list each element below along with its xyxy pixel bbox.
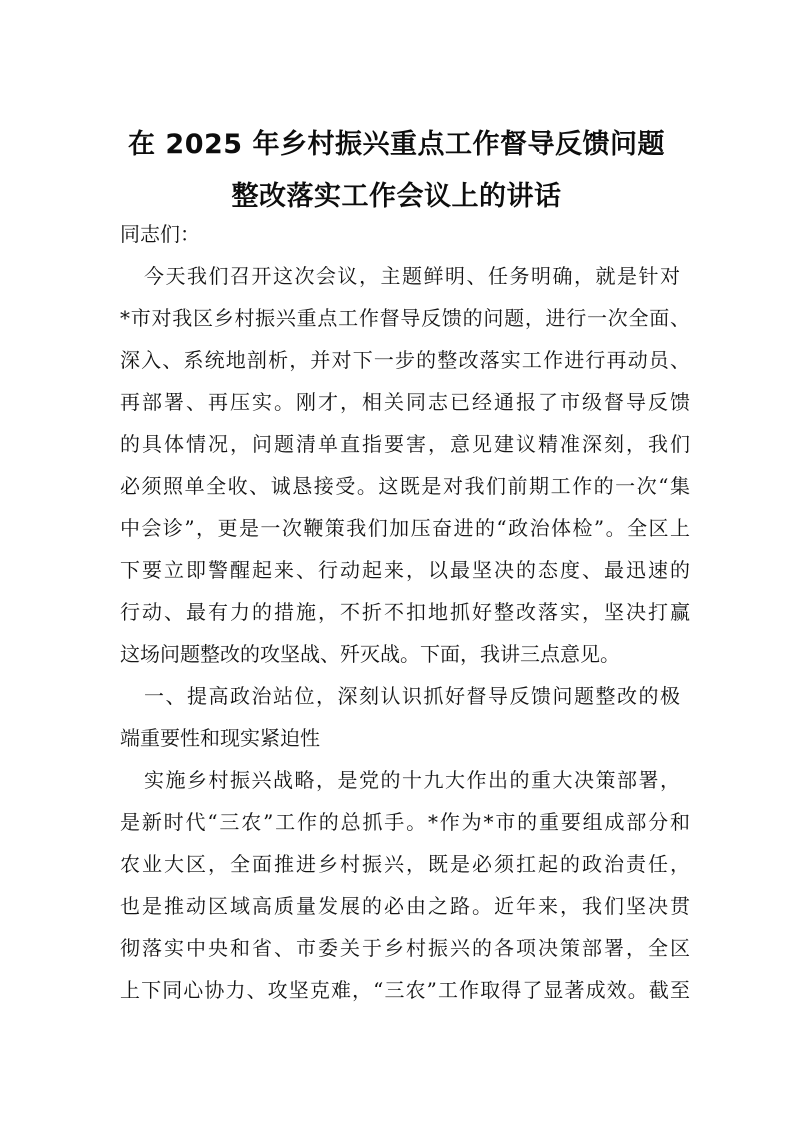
paragraph-line: 彻落实中央和省、市委关于乡村振兴的各项决策部署，全区	[120, 936, 690, 960]
paragraph-line: 上下同心协力、攻坚克难，“三农”工作取得了显著成效。截至	[120, 978, 690, 1002]
paragraph-line: 实施乡村振兴战略，是党的十九大作出的重大决策部署，	[144, 768, 680, 792]
paragraph-line: 深入、系统地剖析，并对下一步的整改落实工作进行再动员、	[120, 348, 690, 372]
salutation: 同志们：	[120, 222, 200, 246]
paragraph-line: 行动、最有力的措施，不折不扣地抓好整改落实，坚决打赢	[120, 600, 690, 624]
paragraph-line: 必须照单全收、诚恳接受。这既是对我们前期工作的一次“集	[120, 474, 690, 498]
paragraph-line: 下要立即警醒起来、行动起来，以最坚决的态度、最迅速的	[120, 558, 690, 582]
paragraph-line: 这场问题整改的攻坚战、歼灭战。下面，我讲三点意见。	[120, 642, 620, 666]
paragraph-line: *市对我区乡村振兴重点工作督导反馈的问题，进行一次全面、	[120, 306, 690, 330]
paragraph-line: 农业大区，全面推进乡村振兴，既是必须扛起的政治责任，	[120, 852, 690, 876]
paragraph-line: 中会诊”，更是一次鞭策我们加压奋进的“政治体检”。全区上	[120, 516, 690, 540]
paragraph-line: 今天我们召开这次会议，主题鲜明、任务明确，就是针对	[144, 264, 680, 288]
document-title-line-1: 在 2025 年乡村振兴重点工作督导反馈问题	[128, 129, 665, 160]
document-title-line-2: 整改落实工作会议上的讲话	[231, 181, 562, 212]
paragraph-line: 也是推动区域高质量发展的必由之路。近年来，我们坚决贯	[120, 894, 690, 918]
section-heading-line: 一、提高政治站位，深刻认识抓好督导反馈问题整改的极	[144, 684, 680, 708]
paragraph-line: 再部署、再压实。刚才，相关同志已经通报了市级督导反馈	[120, 390, 690, 414]
paragraph-line: 的具体情况，问题清单直指要害，意见建议精准深刻，我们	[120, 432, 690, 456]
paragraph-line: 是新时代“三农”工作的总抓手。*作为*市的重要组成部分和	[120, 810, 690, 834]
section-heading-line: 端重要性和现实紧迫性	[120, 726, 320, 750]
